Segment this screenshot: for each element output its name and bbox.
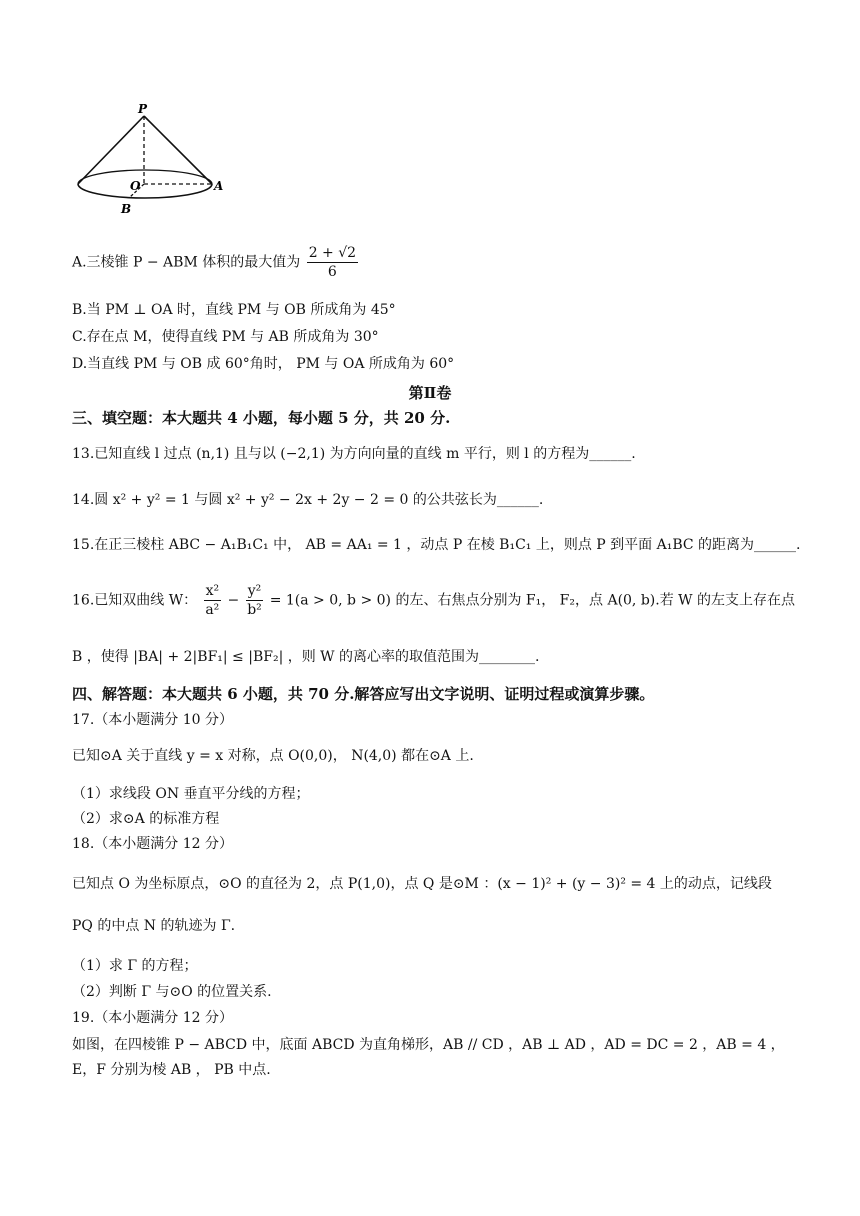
q16-fraction-x-num: x²	[205, 583, 220, 599]
option-a	[72, 244, 360, 281]
option-a-denominator: 6	[327, 264, 337, 280]
question-13: 13.已知直线 l 过点 (n,1) 且与以 (−2,1) 为方向向量的直线 m 平行，则 l 的方程为______.	[72, 446, 636, 462]
question-14: 14.圆 x² + y² = 1 与圆 x² + y² − 2x + 2y − 2 = 0 的公共弦长为______.	[72, 492, 544, 508]
option-a-fraction	[307, 244, 358, 281]
question-17-stem: 已知⊙A 关于直线 y = x 对称，点 O(0,0)， N(4,0) 都在⊙A 上.	[72, 748, 474, 764]
option-a-text: A.三棱锥 P − ABM 体积的最大值为	[72, 254, 301, 271]
cone-base-back	[78, 170, 212, 184]
cone-figure	[72, 100, 232, 220]
question-16-line-2: B ，使得 |BA| + 2|BF₁| ≤ |BF₂| ，则 W 的离心率的取值范围为________.	[72, 649, 540, 665]
q16-fraction-y-den: b²	[247, 602, 262, 618]
label-b: B	[121, 202, 132, 216]
label-p: P	[138, 102, 148, 116]
part-title: 第Ⅱ卷	[408, 384, 452, 402]
question-18-part-1: （1）求 Γ 的方程；	[72, 958, 198, 974]
q16-fraction-y-num: y²	[247, 583, 262, 599]
label-a: A	[214, 179, 224, 193]
q16-fraction-y	[246, 582, 264, 619]
cone-left-edge	[78, 116, 144, 184]
q16-fraction-x-den: a²	[205, 602, 220, 618]
question-17-title: 17.（本小题满分 10 分）	[72, 712, 233, 728]
q16-minus: −	[227, 592, 240, 609]
q16-fraction-x	[204, 582, 222, 619]
option-d: D.当直线 PM 与 OB 成 60°角时， PM 与 OA 所成角为 60°	[72, 356, 455, 372]
label-o: O	[130, 179, 141, 193]
option-b: B.当 PM ⊥ OA 时，直线 PM 与 OB 所成角为 45°	[72, 302, 396, 318]
option-a-numerator: 2 + √2	[308, 245, 357, 261]
question-16-suffix: = 1(a > 0, b > 0) 的左、右焦点分别为 F₁， F₂，点 A(0, b).若 W 的左支上存在点	[269, 592, 795, 609]
question-16-prefix: 16.已知双曲线 W：	[72, 592, 198, 609]
question-18-stem-2: PQ 的中点 N 的轨迹为 Γ.	[72, 918, 236, 934]
cone-right-edge	[144, 116, 212, 184]
question-15: 15.在正三棱柱 ABC − A₁B₁C₁ 中， AB = AA₁ = 1 ，动点 P 在棱 B₁C₁ 上，则点 P 到平面 A₁BC 的距离为______.	[72, 537, 801, 553]
cone-base-front	[78, 184, 212, 198]
section-4-heading: 四、解答题：本大题共 6 小题，共 70 分.解答应写出文字说明、证明过程或演算步骤。	[72, 685, 655, 703]
question-16	[72, 582, 795, 619]
question-19-stem: 如图，在四棱锥 P − ABCD 中，底面 ABCD 为直角梯形，AB // CD ，AB ⊥ AD ，AD = DC = 2 ，AB = 4 ，	[72, 1037, 785, 1053]
question-18-part-2: （2）判断 Γ 与⊙O 的位置关系.	[72, 984, 272, 1000]
section-3-heading: 三、填空题：本大题共 4 小题，每小题 5 分，共 20 分.	[72, 409, 451, 427]
question-19-stem-2: E，F 分别为棱 AB ， PB 中点.	[72, 1062, 271, 1078]
option-c: C.存在点 M，使得直线 PM 与 AB 所成角为 30°	[72, 329, 379, 345]
question-17-part-1: （1）求线段 ON 垂直平分线的方程；	[72, 786, 310, 802]
question-18-stem: 已知点 O 为坐标原点，⊙O 的直径为 2，点 P(1,0)，点 Q 是⊙M ：(x − 1)² + (y − 3)² = 4 上的动点，记线段	[72, 876, 772, 892]
question-17-part-2: （2）求⊙A 的标准方程	[72, 811, 220, 827]
question-19-title: 19.（本小题满分 12 分）	[72, 1010, 233, 1026]
question-18-title: 18.（本小题满分 12 分）	[72, 836, 233, 852]
